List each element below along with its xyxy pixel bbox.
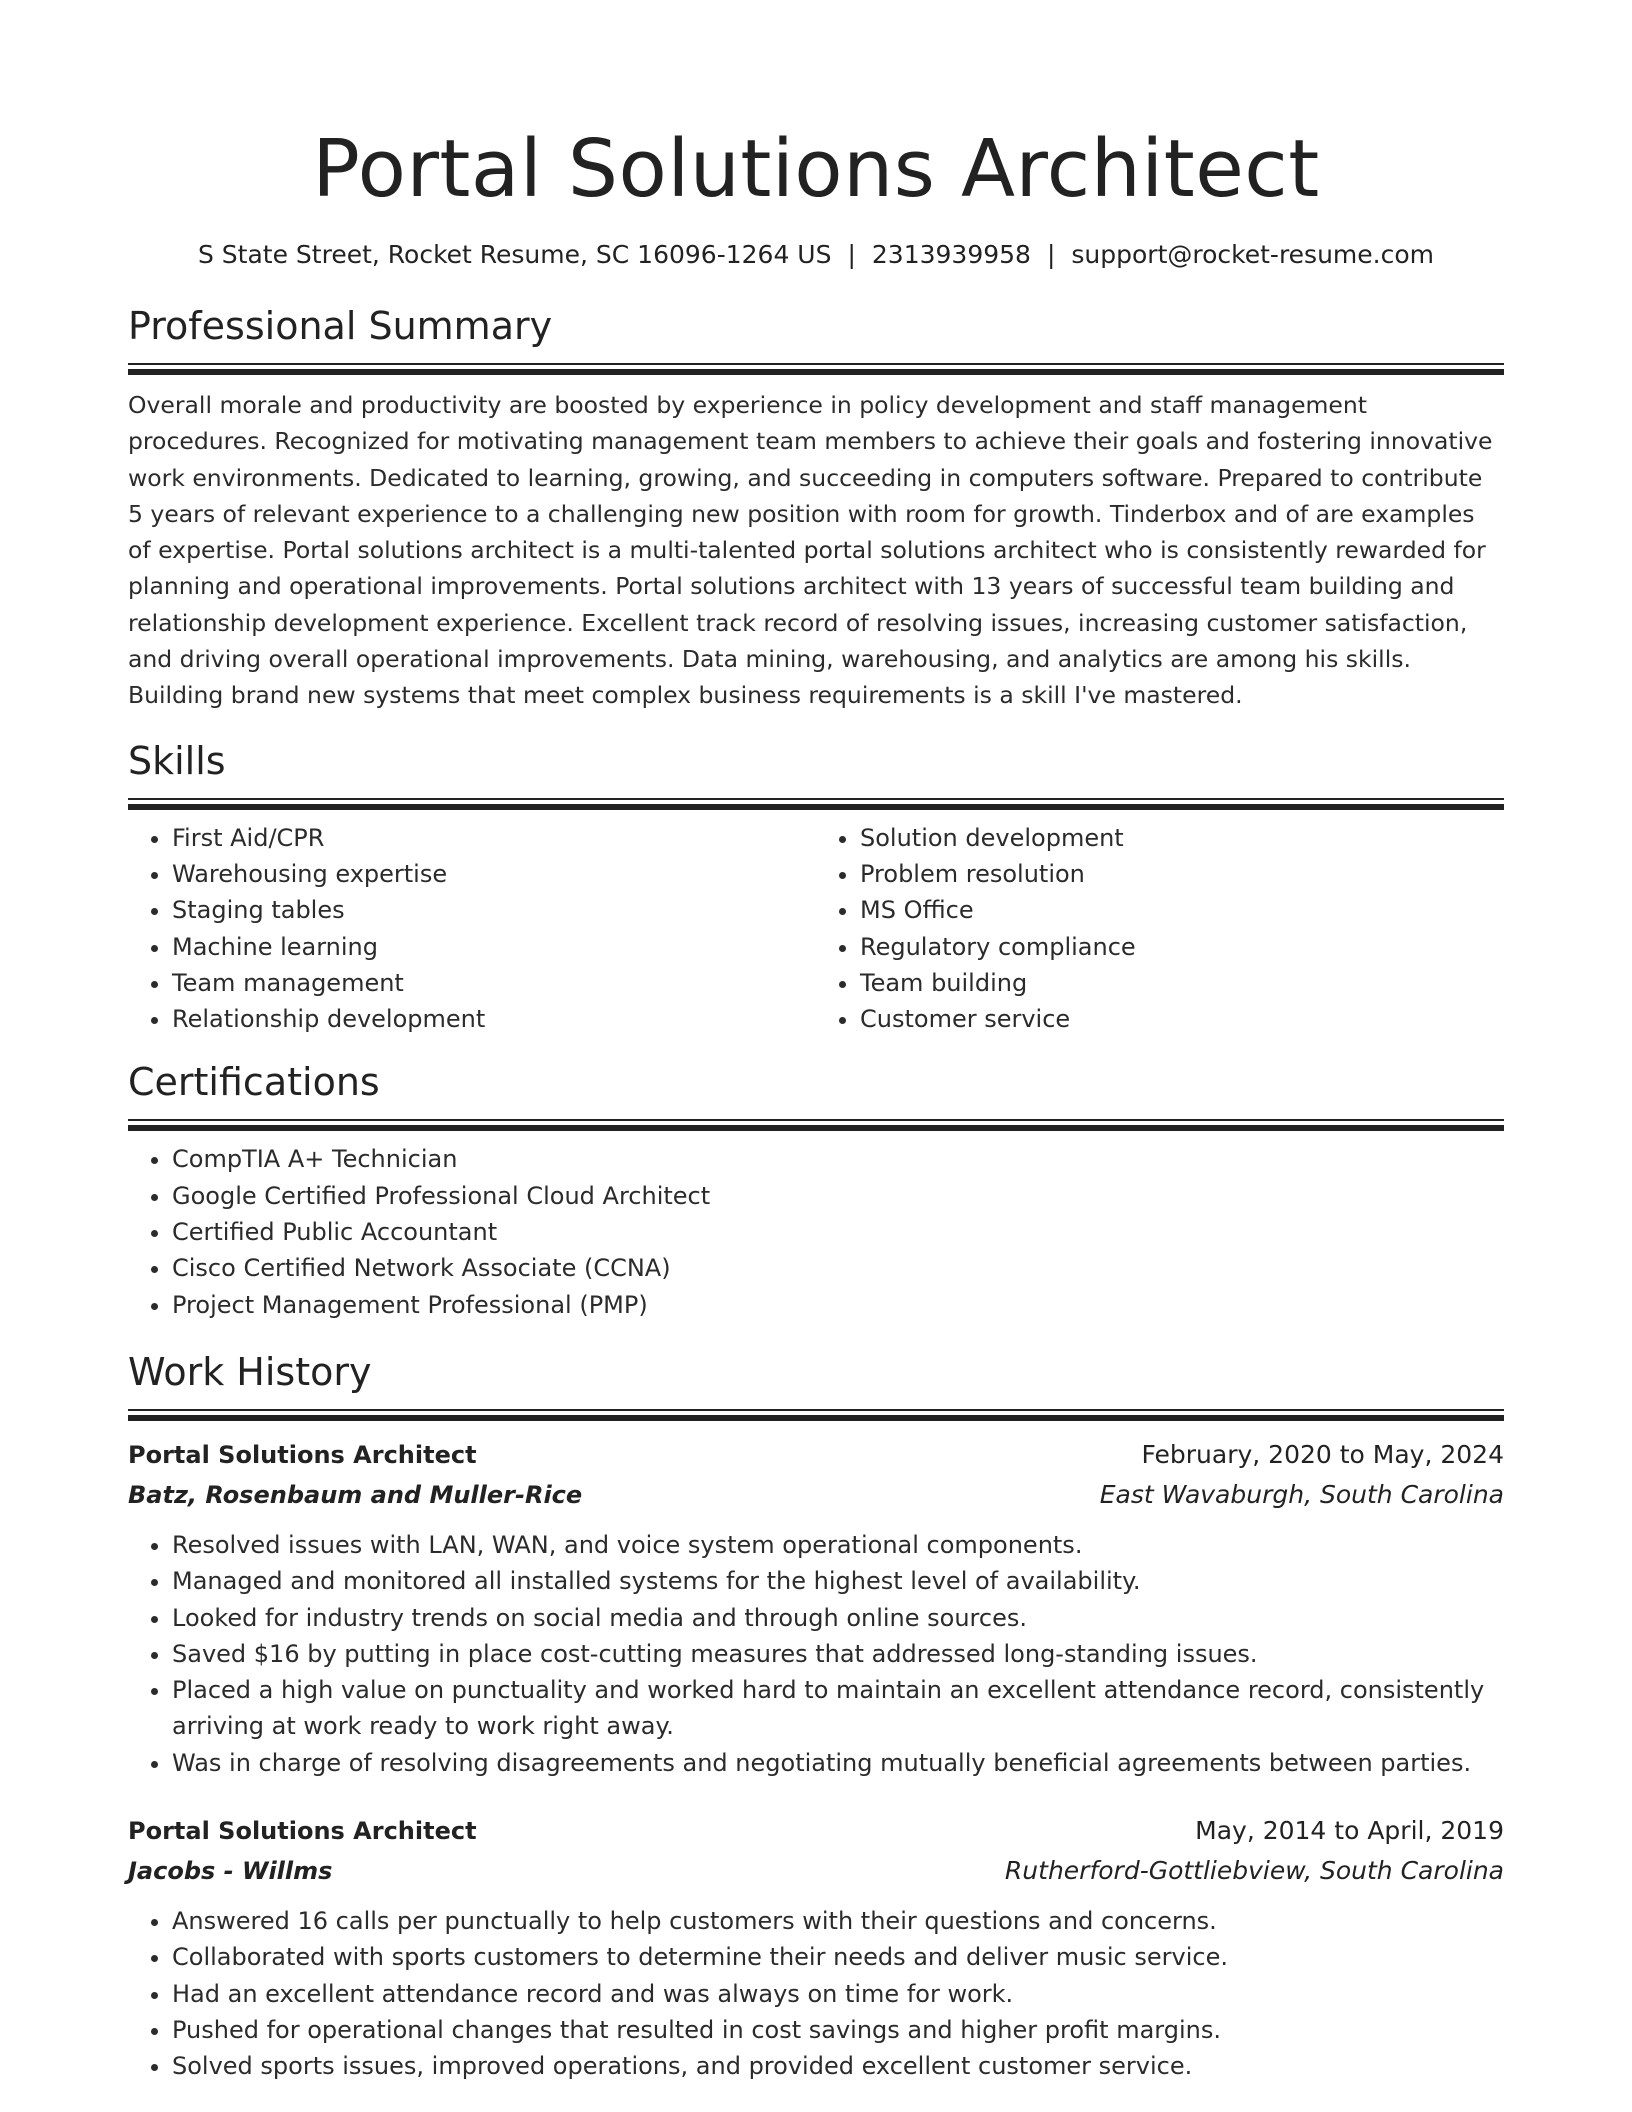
skills-list-left [128, 820, 816, 1038]
section-title-work-history: Work History [128, 1349, 372, 1394]
job-bullet: • Answered 16 calls per punctually to help customers with their questions and concerns. [172, 1903, 1504, 1939]
skill-item: • Customer service [860, 1001, 1504, 1037]
certification-item: • Cisco Certified Network Associate (CCNA) [172, 1250, 1504, 1286]
job-bullet: • Placed a high value on punctuality and worked hard to maintain an excellent attendance record, consistently arriving at work ready to work right away. [172, 1672, 1504, 1745]
job-bullet: • Pushed for operational changes that resulted in cost savings and higher profit margins. [172, 2012, 1504, 2048]
skill-item: • First Aid/CPR [172, 820, 816, 856]
job-entry [128, 1435, 1504, 1781]
skill-item: • Relationship development [172, 1001, 816, 1037]
skills-list-right [816, 820, 1504, 1038]
summary-section [128, 303, 1504, 714]
certification-item: • Project Management Professional (PMP) [172, 1287, 1504, 1323]
job-dates: February, 2020 to May, 2024 [1141, 1439, 1504, 1469]
skills-grid [128, 820, 1504, 1038]
section-divider [128, 1409, 1504, 1421]
job-title: Portal Solutions Architect [128, 1440, 477, 1469]
skill-item: • Team management [172, 965, 816, 1001]
resume-name: Portal Solutions Architect [312, 123, 1320, 215]
contact-phone: 2313939958 [871, 240, 1031, 269]
job-bullet: • Was in charge of resolving disagreements and negotiating mutually beneficial agreements between parties. [172, 1745, 1504, 1781]
section-title-summary: Professional Summary [128, 304, 553, 348]
skill-item: • Machine learning [172, 929, 816, 965]
skill-item: • Solution development [860, 820, 1504, 856]
contact-email[interactable]: support@rocket-resume.com [1071, 240, 1435, 269]
resume-page [128, 0, 1504, 2085]
certifications-section [128, 1059, 1504, 1322]
work-history-section [128, 1349, 1504, 2085]
contact-line [128, 237, 1504, 273]
skills-section [128, 738, 1504, 1038]
job-entry [128, 1811, 1504, 2084]
job-bullets [128, 1903, 1504, 2084]
job-subheader [128, 1851, 1504, 1891]
contact-address: S State Street, Rocket Resume, SC 16096-1264 US [197, 240, 832, 269]
job-title: Portal Solutions Architect [128, 1817, 477, 1846]
job-bullets [128, 1527, 1504, 1781]
skill-item: • MS Office [860, 892, 1504, 928]
job-bullet: • Had an excellent attendance record and was always on time for work. [172, 1976, 1504, 2012]
skill-item: • Problem resolution [860, 856, 1504, 892]
job-bullet: • Resolved issues with LAN, WAN, and voice system operational components. [172, 1527, 1504, 1563]
section-divider [128, 1119, 1504, 1131]
job-location: Rutherford-Gottliebview, South Carolina [1004, 1856, 1504, 1886]
section-title-skills: Skills [128, 738, 226, 783]
job-location: East Wavaburgh, South Carolina [1099, 1479, 1504, 1509]
contact-separator: | [847, 240, 856, 269]
certification-item: • CompTIA A+ Technician [172, 1141, 1504, 1177]
summary-text: Overall morale and productivity are boosted by experience in policy development and staff management procedures. Recognized for motivating management team members to achieve their goals and fostering innovative work environments. Dedicated to learning, growing, and succeeding in computers software. Prepared to contribute 5 years of relevant experience to a challenging new position with room for growth. Tinderbox and of are examples of expertise. Portal solutions architect is a multi-talented portal solutions architect who is consistently rewarded for planning and operational improvements. Portal solutions architect with 13 years of successful team building and relationship development experience. Excellent track record of resolving issues, increasing customer satisfaction, and driving overall operational improvements. Data mining, warehousing, and analytics are among his skills. Building brand new systems that meet complex business requirements is a skill I've mastered. [128, 391, 1493, 710]
job-bullet: • Looked for industry trends on social media and through online sources. [172, 1600, 1504, 1636]
job-bullet: • Managed and monitored all installed systems for the highest level of availability. [172, 1563, 1504, 1599]
skill-item: • Regulatory compliance [860, 929, 1504, 965]
job-company: Jacobs - Willms [128, 1857, 333, 1886]
skill-item: • Warehousing expertise [172, 856, 816, 892]
section-divider [128, 363, 1504, 375]
contact-separator: | [1046, 240, 1056, 269]
job-dates: May, 2014 to April, 2019 [1195, 1816, 1504, 1846]
job-header [128, 1435, 1504, 1475]
job-subheader [128, 1475, 1504, 1515]
job-company: Batz, Rosenbaum and Muller-Rice [128, 1480, 583, 1509]
section-divider [128, 798, 1504, 810]
job-header [128, 1811, 1504, 1851]
certification-item: • Google Certified Professional Cloud Architect [172, 1178, 1504, 1214]
job-bullet: • Collaborated with sports customers to determine their needs and deliver music service. [172, 1939, 1504, 1975]
job-bullet: • Solved sports issues, improved operations, and provided excellent customer service. [172, 2048, 1504, 2084]
certification-item: • Certified Public Accountant [172, 1214, 1504, 1250]
section-title-certifications: Certifications [128, 1060, 380, 1105]
skill-item: • Staging tables [172, 892, 816, 928]
certifications-list [128, 1141, 1504, 1322]
job-bullet: • Saved $16 by putting in place cost-cutting measures that addressed long-standing issues. [172, 1636, 1504, 1672]
skill-item: • Team building [860, 965, 1504, 1001]
